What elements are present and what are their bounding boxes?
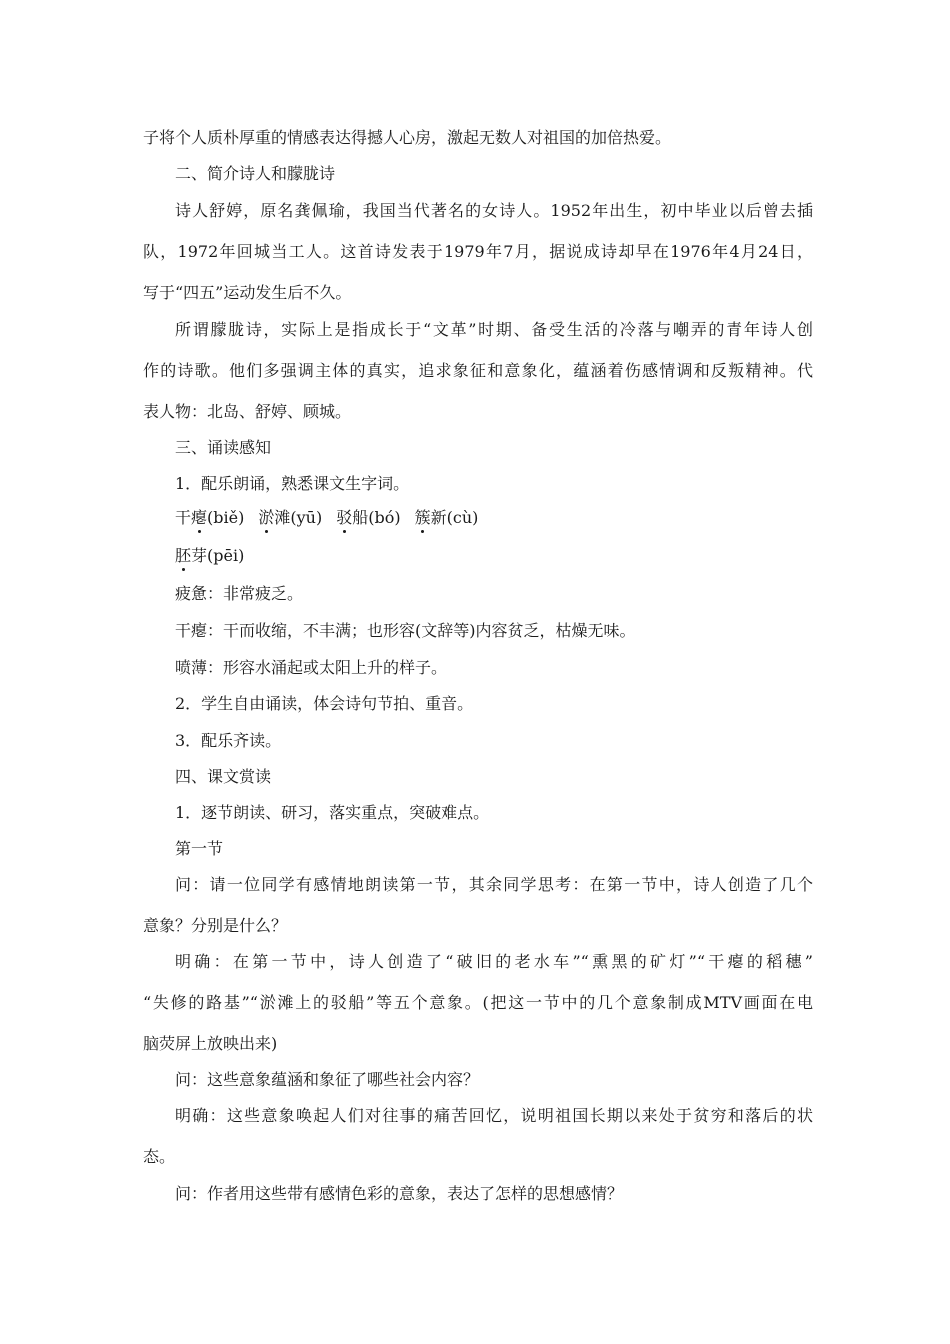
vocab-word: 滩(yū) bbox=[274, 508, 323, 527]
paragraph-line: 问：作者用这些带有感情色彩的意象，表达了怎样的思想感情？ bbox=[175, 1184, 624, 1203]
emphasis-char: 驳 bbox=[336, 508, 353, 527]
paragraph-line: 所谓朦胧诗，实际上是指成长于“文革”时期、备受生活的冷落与嘲弄的青年诗人创 bbox=[175, 320, 813, 339]
vocab-pinyin: (biě) bbox=[207, 508, 245, 527]
emphasis-char: 淤 bbox=[258, 508, 275, 527]
paragraph-line: 诗人舒婷，原名龚佩瑜，我国当代著名的女诗人。1952年出生，初中毕业以后曾去插 bbox=[175, 201, 813, 220]
paragraph-line: 明确：这些意象唤起人们对往事的痛苦回忆，说明祖国长期以来处于贫穷和落后的状 bbox=[175, 1106, 813, 1125]
vocab-word: 芽(pēi) bbox=[191, 546, 245, 565]
definition-line: 疲惫：非常疲乏。 bbox=[175, 584, 304, 603]
vocab-word: 新(cù) bbox=[430, 508, 479, 527]
section-heading: 二、简介诗人和朦胧诗 bbox=[175, 164, 336, 183]
paragraph-line: 作的诗歌。他们多强调主体的真实，追求象征和意象化，蕴涵着伤感情调和反叛精神。代 bbox=[143, 361, 813, 380]
section-heading: 三、诵读感知 bbox=[175, 438, 272, 457]
list-item: 1．逐节朗读、研习，落实重点，突破难点。 bbox=[175, 803, 490, 822]
paragraph-line: 问：请一位同学有感情地朗读第一节，其余同学思考：在第一节中，诗人创造了几个 bbox=[175, 875, 813, 894]
section-heading: 四、课文赏读 bbox=[175, 767, 272, 786]
list-item: 1．配乐朗诵，熟悉课文生字词。 bbox=[175, 474, 410, 493]
paragraph-line: 态。 bbox=[143, 1147, 176, 1166]
paragraph-line: “失修的路基”“淤滩上的驳船”等五个意象。(把这一节中的几个意象制成MTV画面在电 bbox=[143, 993, 813, 1012]
paragraph-line: 写于“四五”运动发生后不久。 bbox=[143, 283, 352, 302]
list-item: 3．配乐齐读。 bbox=[175, 731, 282, 750]
vocab-line bbox=[175, 545, 813, 567]
emphasis-char: 簇 bbox=[414, 508, 431, 527]
vocab-word: 干 bbox=[175, 508, 192, 527]
paragraph-line: 明确：在第一节中，诗人创造了“破旧的老水车”“熏黑的矿灯”“干瘪的稻穗” bbox=[175, 952, 813, 971]
paragraph-line: 子将个人质朴厚重的情感表达得撼人心房，激起无数人对祖国的加倍热爱。 bbox=[143, 128, 672, 147]
paragraph-line: 表人物：北岛、舒婷、顾城。 bbox=[143, 402, 352, 421]
emphasis-char: 瘪 bbox=[191, 508, 208, 527]
definition-line: 干瘪：干而收缩，不丰满；也形容(文辞等)内容贫乏，枯燥无味。 bbox=[175, 621, 636, 640]
subsection-heading: 第一节 bbox=[175, 839, 224, 858]
paragraph-line: 意象？分别是什么？ bbox=[143, 916, 288, 935]
paragraph-line: 问：这些意象蕴涵和象征了哪些社会内容？ bbox=[175, 1070, 480, 1089]
definition-line: 喷薄：形容水涌起或太阳上升的样子。 bbox=[175, 658, 448, 677]
emphasis-char: 胚 bbox=[175, 546, 192, 565]
list-item: 2．学生自由诵读，体会诗句节拍、重音。 bbox=[175, 694, 474, 713]
paragraph-line: 脑荧屏上放映出来) bbox=[143, 1034, 278, 1053]
vocab-word: 船(bó) bbox=[352, 508, 401, 527]
vocab-line bbox=[175, 507, 813, 529]
paragraph-line: 队，1972年回城当工人。这首诗发表于1979年7月，据说成诗却早在1976年4月24日， bbox=[143, 242, 813, 261]
